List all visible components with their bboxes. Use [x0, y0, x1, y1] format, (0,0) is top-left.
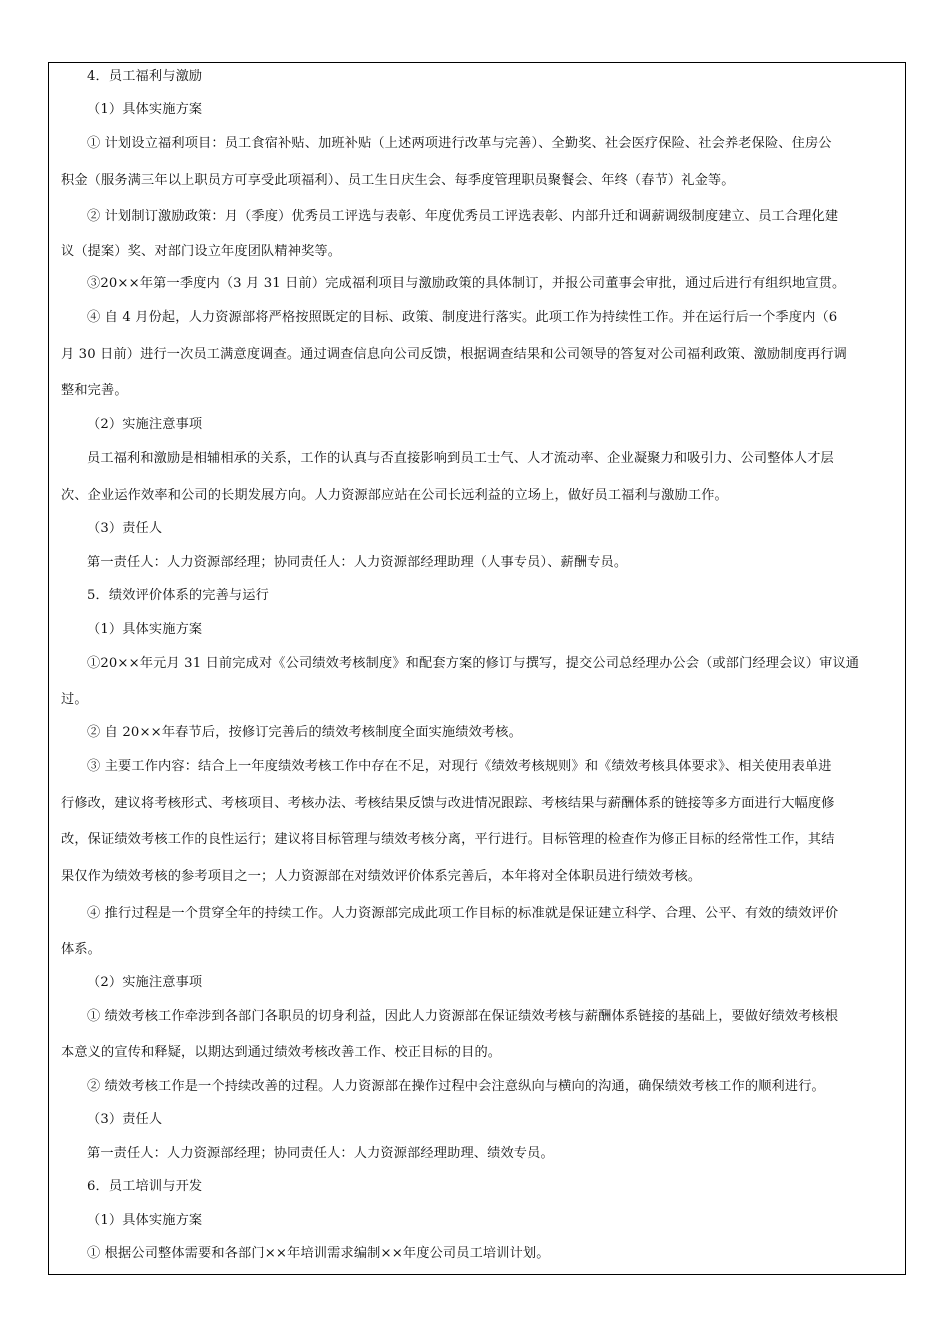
paragraph-line: 次、企业运作效率和公司的长期发展方向。人力资源部应站在公司长远利益的立场上，做好员工福利与激励工作。	[61, 488, 728, 503]
subheading-plan: （1）具体实施方案	[87, 622, 203, 637]
paragraph-line: 果仅作为绩效考核的参考项目之一；人力资源部在对绩效评价体系完善后，本年将对全体职员进行绩效考核。	[61, 869, 702, 884]
section-heading-4: 4．员工福利与激励	[87, 69, 203, 84]
paragraph-line: 行修改，建议将考核形式、考核项目、考核办法、考核结果反馈与改进情况跟踪、考核结果与薪酬体系的链接等多方面进行大幅度修	[61, 796, 835, 811]
subheading-notes: （2）实施注意事项	[87, 975, 203, 990]
paragraph-line: ③20××年第一季度内（3 月 31 日前）完成福利项目与激励政策的具体制订，并报公司董事会审批，通过后进行有组织地宣贯。	[87, 276, 846, 291]
document-frame	[48, 62, 906, 1275]
paragraph-line: ② 绩效考核工作是一个持续改善的过程。人力资源部在操作过程中会注意纵向与横向的沟通，确保绩效考核工作的顺利进行。	[87, 1079, 825, 1094]
paragraph-line: 员工福利和激励是相辅相承的关系，工作的认真与否直接影响到员工士气、人才流动率、企业凝聚力和吸引力、公司整体人才层	[87, 451, 834, 466]
paragraph-line: 议（提案）奖、对部门设立年度团队精神奖等。	[61, 244, 342, 259]
paragraph-line: ① 绩效考核工作牵涉到各部门各职员的切身利益，因此人力资源部在保证绩效考核与薪酬体系链接的基础上，要做好绩效考核根	[87, 1009, 839, 1024]
paragraph-line: 第一责任人：人力资源部经理；协同责任人：人力资源部经理助理、绩效专员。	[87, 1146, 554, 1161]
paragraph-line: 积金（服务满三年以上职员方可享受此项福利）、员工生日庆生会、每季度管理职员聚餐会、年终（春节）礼金等。	[61, 173, 735, 188]
paragraph-line: ④ 自 4 月份起，人力资源部将严格按照既定的目标、政策、制度进行落实。此项工作为持续性工作。并在运行后一个季度内（6	[87, 310, 838, 325]
paragraph-line: ① 根据公司整体需要和各部门××年培训需求编制××年度公司员工培训计划。	[87, 1246, 550, 1261]
paragraph-line: 改，保证绩效考核工作的良性运行；建议将目标管理与绩效考核分离，平行进行。目标管理的检查作为修正目标的经常性工作，其结	[61, 832, 835, 847]
paragraph-line: 本意义的宣传和释疑，以期达到通过绩效考核改善工作、校正目标的目的。	[61, 1045, 502, 1060]
subheading-plan: （1）具体实施方案	[87, 102, 203, 117]
paragraph-line: ① 计划设立福利项目：员工食宿补贴、加班补贴（上述两项进行改革与完善）、全勤奖、社会医疗保险、社会养老保险、住房公	[87, 136, 832, 151]
subheading-notes: （2）实施注意事项	[87, 417, 203, 432]
paragraph-line: ①20××年元月 31 日前完成对《公司绩效考核制度》和配套方案的修订与撰写，提交公司总经理办公会（或部门经理会议）审议通	[87, 656, 860, 671]
paragraph-line: 整和完善。	[61, 383, 128, 398]
section-heading-5: 5．绩效评价体系的完善与运行	[87, 588, 269, 603]
paragraph-line: 第一责任人：人力资源部经理；协同责任人：人力资源部经理助理（人事专员）、薪酬专员。	[87, 555, 628, 570]
paragraph-line: 过。	[61, 692, 88, 707]
paragraph-line: ③ 主要工作内容：结合上一年度绩效考核工作中存在不足，对现行《绩效考核规则》和《绩效考核具体要求》、相关使用表单进	[87, 759, 832, 774]
paragraph-line: ② 自 20××年春节后，按修订完善后的绩效考核制度全面实施绩效考核。	[87, 725, 522, 740]
paragraph-line: ④ 推行过程是一个贯穿全年的持续工作。人力资源部完成此项工作目标的标准就是保证建立科学、合理、公平、有效的绩效评价	[87, 906, 839, 921]
subheading-responsible: （3）责任人	[87, 521, 163, 536]
subheading-plan: （1）具体实施方案	[87, 1213, 203, 1228]
paragraph-line: 体系。	[61, 942, 102, 957]
paragraph-line: ② 计划制订激励政策：月（季度）优秀员工评选与表彰、年度优秀员工评选表彰、内部升迁和调薪调级制度建立、员工合理化建	[87, 209, 839, 224]
section-heading-6: 6．员工培训与开发	[87, 1179, 203, 1194]
paragraph-line: 月 30 日前）进行一次员工满意度调查。通过调查信息向公司反馈，根据调查结果和公司领导的答复对公司福利政策、激励制度再行调	[61, 347, 847, 362]
subheading-responsible: （3）责任人	[87, 1112, 163, 1127]
